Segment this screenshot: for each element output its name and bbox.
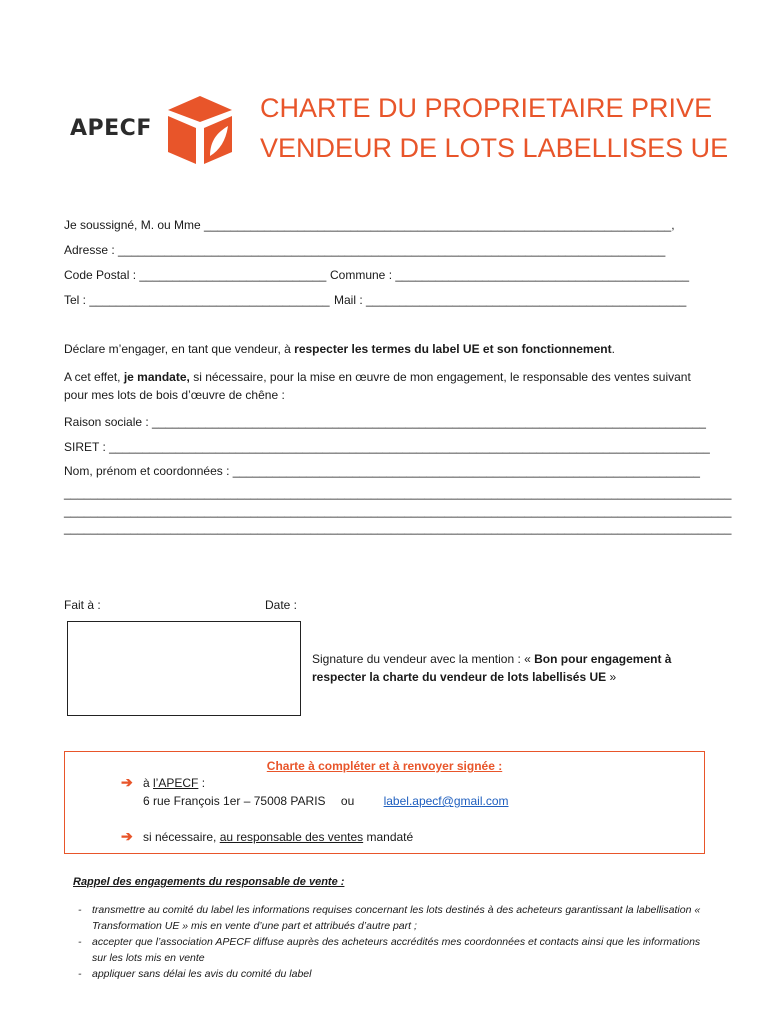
apecf-link[interactable]: l’APECF <box>153 776 199 790</box>
rappel-list <box>78 902 708 982</box>
return-panel <box>64 751 705 854</box>
soussigne-field[interactable]: Je soussigné, M. ou Mme ______________________________________________________________________, <box>64 218 675 232</box>
logo-cube-icon <box>160 96 240 166</box>
code-postal-field[interactable]: Code Postal : ____________________________ <box>64 268 327 282</box>
title-line-2: VENDEUR DE LOTS LABELLISES UE <box>260 133 729 163</box>
list-item: - appliquer sans délai les avis du comité du label <box>78 966 708 982</box>
resp-post: mandaté <box>363 830 414 844</box>
apecf-pre: à <box>143 776 154 790</box>
mention-post: » <box>606 670 617 684</box>
responsable-line <box>143 830 413 844</box>
or-text: ou <box>340 794 355 808</box>
postal-address: 6 rue François 1er – 75008 PARIS <box>143 794 326 808</box>
mandate-pre: A cet effet, <box>64 370 124 384</box>
arrow-right-icon: ➔ <box>121 828 133 844</box>
date-label: Date : <box>265 598 298 612</box>
panel-title: Charte à compléter et à renvoyer signée : <box>266 759 503 773</box>
rappel-title: Rappel des engagements du responsable de vente : <box>73 876 345 888</box>
address-line <box>143 794 509 808</box>
list-item: - accepter que l’association APECF diffuse auprès des acheteurs accrédités mes coordonnées et contacts ainsi que les informations sur les lots mis en vente <box>78 934 708 966</box>
mandate-post: si nécessaire, pour la mise en œuvre de mon engagement, le responsable des ventes suivant pour mes lots de bois d’œuvre de chêne : <box>64 370 691 402</box>
raison-sociale-field[interactable]: Raison sociale : ___________________________________________________________________________________ <box>64 415 706 429</box>
adresse-field[interactable]: Adresse : __________________________________________________________________________________ <box>64 243 666 257</box>
mandate-bold: je mandate, <box>123 370 190 384</box>
apecf-line <box>143 776 205 790</box>
list-item: - transmettre au comité du label les informations requises concernant les lots destinés à des acheteurs garantissant la labellisation « Transformation UE » mis en vente d’une part et attribués d’autre part ; <box>78 902 708 934</box>
signature-mention <box>312 650 712 686</box>
arrow-right-icon: ➔ <box>121 774 133 790</box>
apecf-post: : <box>198 776 206 790</box>
siret-field[interactable]: SIRET : __________________________________________________________________________________________ <box>64 440 710 454</box>
mention-pre: Signature du vendeur avec la mention : « <box>312 652 535 666</box>
blank-line[interactable]: ____________________________________________________________________________________________________ <box>64 504 732 518</box>
mention-bold: Bon pour engagement à respecter la charte du vendeur de lots labellisés UE <box>312 652 672 684</box>
mandate-text <box>64 368 704 404</box>
resp-link[interactable]: au responsable des ventes <box>219 830 364 844</box>
declaration-bold: respecter les termes du label UE et son fonctionnement <box>294 342 612 356</box>
declaration-text <box>64 340 704 358</box>
commune-field[interactable]: Commune : ____________________________________________ <box>330 268 690 282</box>
blank-line[interactable]: ____________________________________________________________________________________________________ <box>64 486 732 500</box>
email-link[interactable]: label.apecf@gmail.com <box>383 794 509 808</box>
declaration-post: . <box>611 342 615 356</box>
blank-line[interactable]: ____________________________________________________________________________________________________ <box>64 521 732 535</box>
logo-text: APECF <box>70 116 152 141</box>
page-title <box>260 88 728 168</box>
declaration-pre: Déclare m’engager, en tant que vendeur, à <box>64 342 295 356</box>
mail-field[interactable]: Mail : ________________________________________________ <box>334 293 687 307</box>
title-line-1: CHARTE DU PROPRIETAIRE PRIVE <box>260 93 713 123</box>
tel-field[interactable]: Tel : ____________________________________ <box>64 293 330 307</box>
nom-coordonnees-field[interactable]: Nom, prénom et coordonnées : ______________________________________________________________________ <box>64 464 700 478</box>
resp-pre: si nécessaire, <box>143 830 220 844</box>
fait-a-label: Fait à : <box>64 598 101 612</box>
signature-box[interactable] <box>67 621 301 716</box>
